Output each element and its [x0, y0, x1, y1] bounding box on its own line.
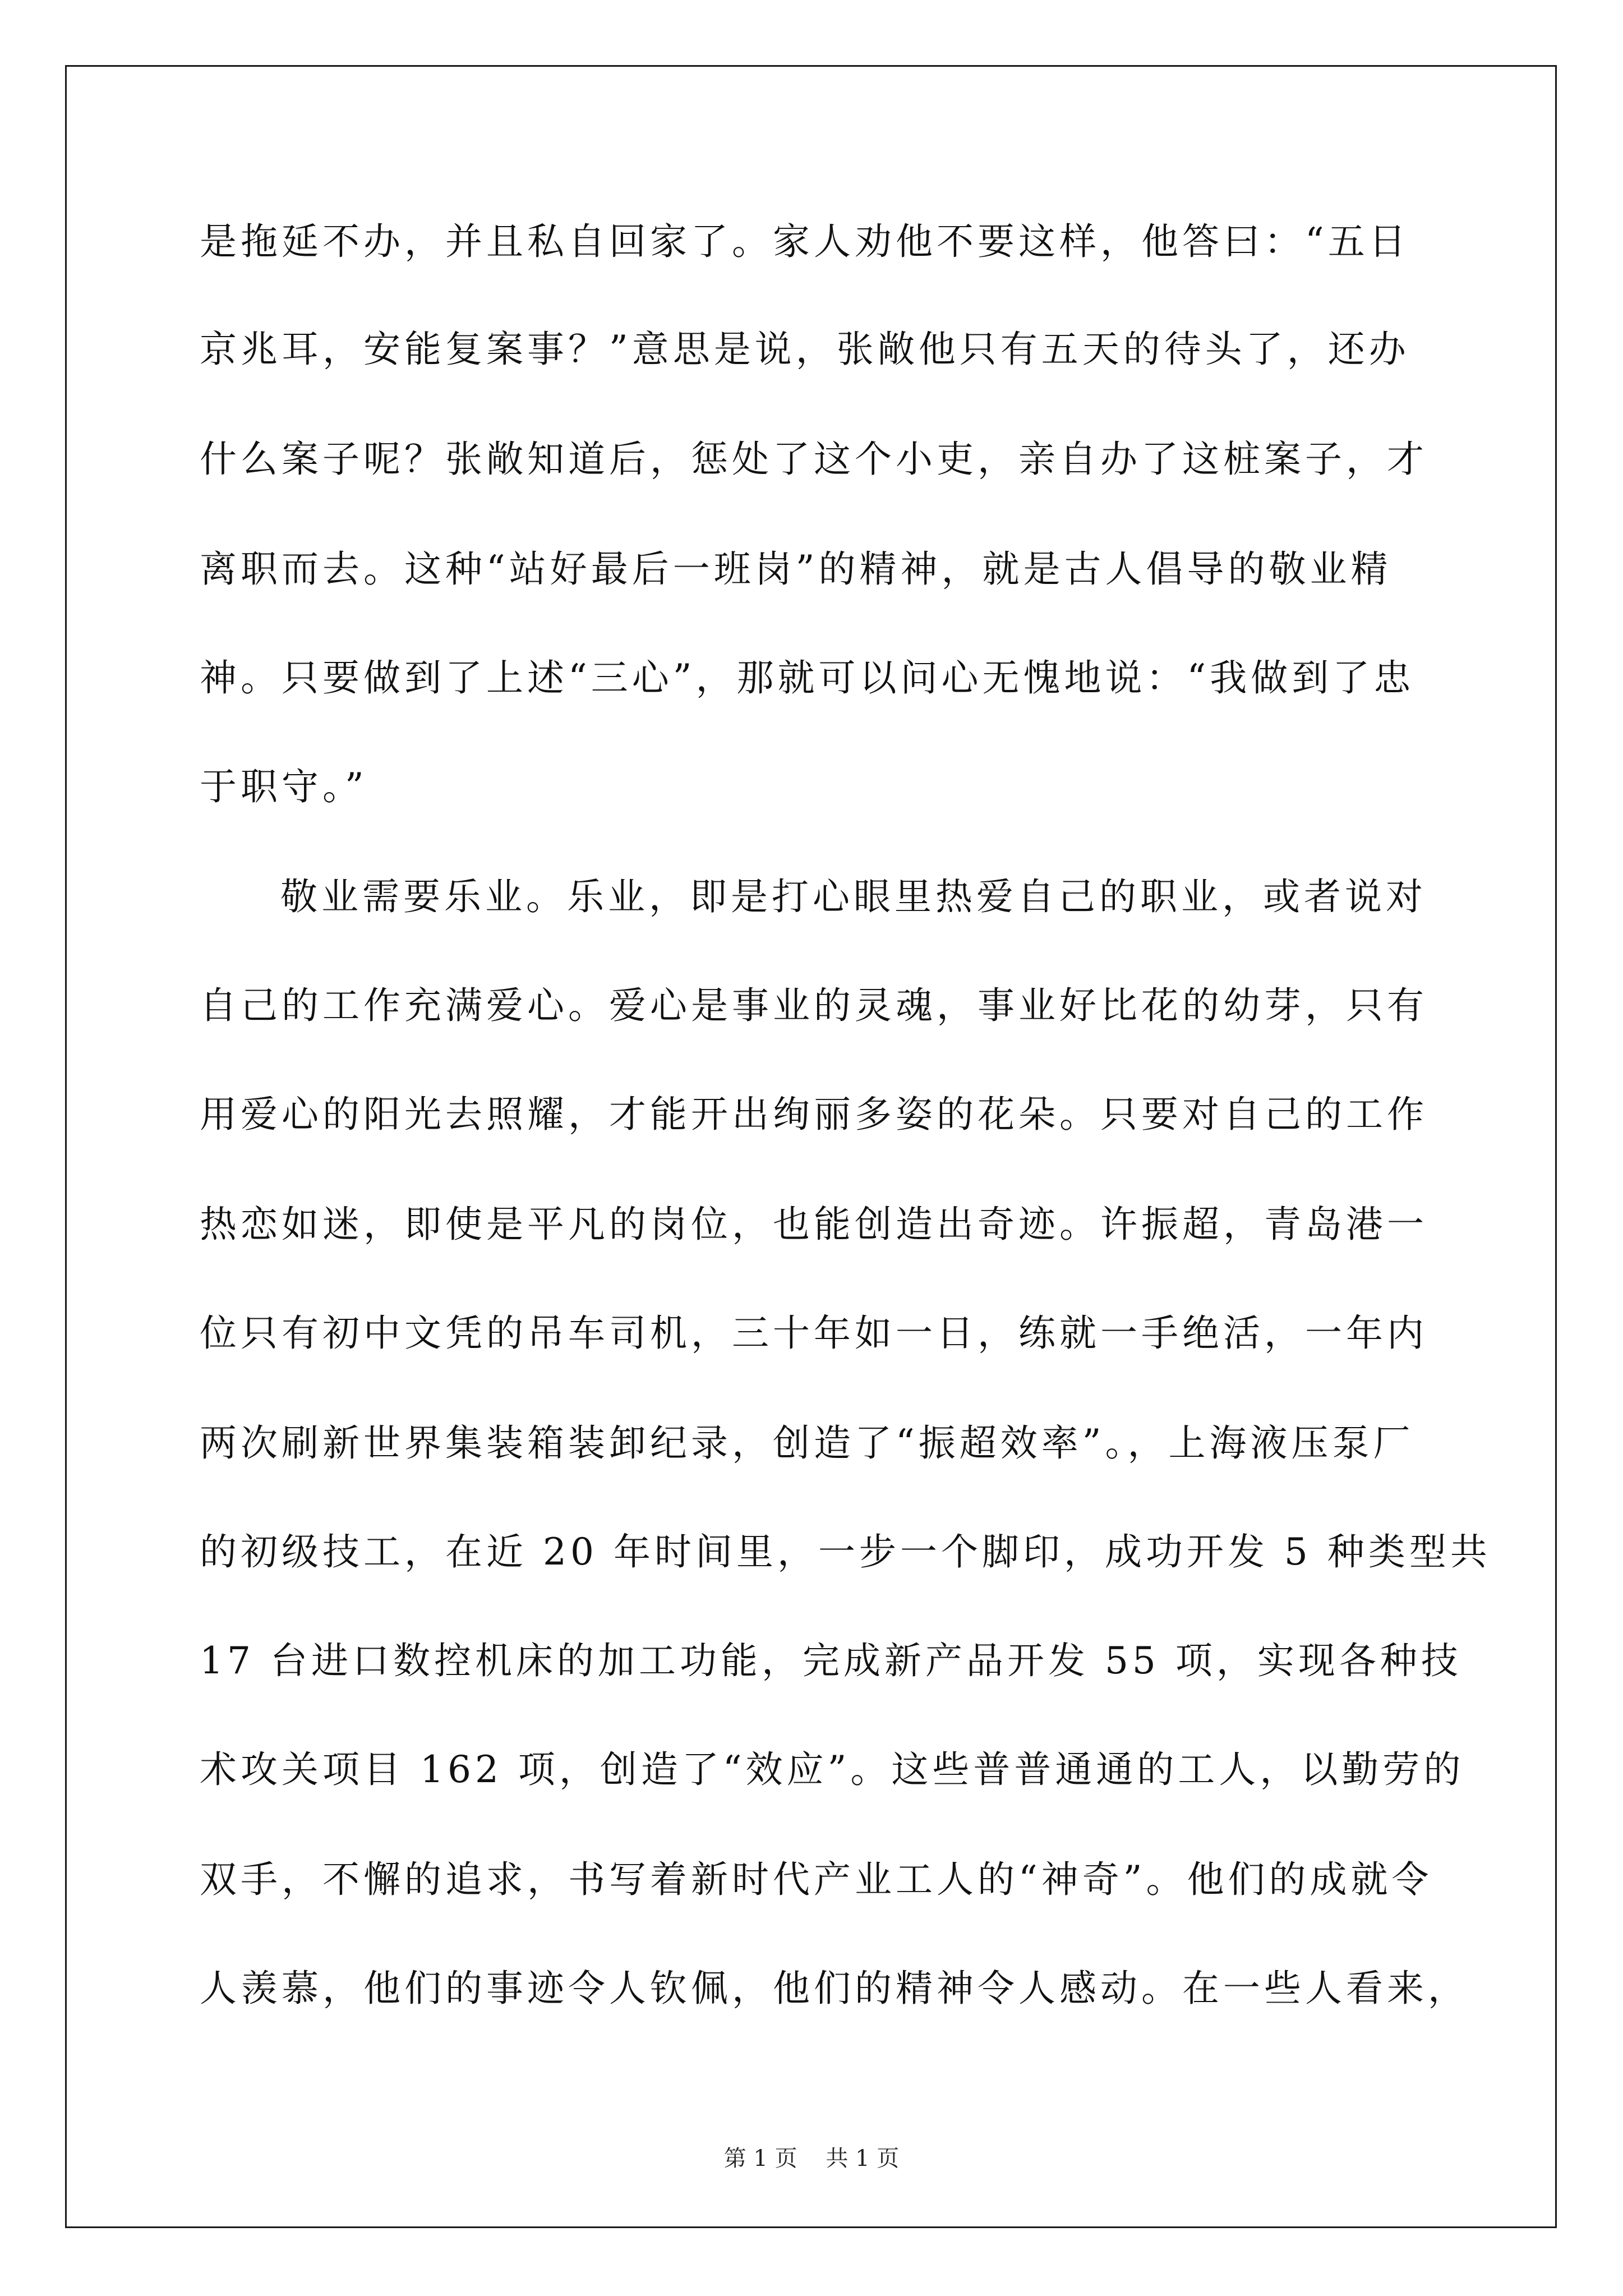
paragraph-line: 自己的工作充满爱心。爱心是事业的灵魂，事业好比花的幼芽，只有 [200, 984, 1428, 1027]
paragraph-line: 离职而去。这种“站好最后一班岗”的精神，就是古人倡导的敬业精 [200, 547, 1392, 591]
paragraph-line: 用爱心的阳光去照耀，才能开出绚丽多姿的花朵。只要对自己的工作 [200, 1093, 1428, 1136]
page-number-footer: 第 1 页 共 1 页 [723, 2146, 900, 2171]
paragraph-line: 17 台进口数控机床的加工功能，完成新产品开发 55 项，实现各种技 [200, 1639, 1462, 1682]
paragraph-line: 什么案子呢？张敞知道后，惩处了这个小吏，亲自办了这桩案子，才 [200, 438, 1428, 481]
paragraph-line: 神。只要做到了上述“三心”，那就可以问心无愧地说：“我做到了忠 [200, 656, 1415, 700]
paragraph-line: 热恋如迷，即使是平凡的岗位，也能创造出奇迹。许振超，青岛港一 [200, 1203, 1428, 1246]
paragraph-line: 人羡慕，他们的事迹令人钦佩，他们的精神令人感动。在一些人看来， [200, 1967, 1469, 2010]
paragraph-first-line: 敬业需要乐业。乐业，即是打心眼里热爱自己的职业，或者说对 [280, 875, 1427, 918]
paragraph-line: 于职守。” [200, 765, 368, 808]
paragraph-line: 术攻关项目 162 项，创造了“效应”。这些普普通通的工人，以勤劳的 [200, 1748, 1465, 1791]
paragraph-line: 两次刷新世界集装箱装卸纪录，创造了“振超效率”。，上海液压泵厂 [200, 1421, 1414, 1465]
paragraph-line: 京兆耳，安能复案事？”意思是说，张敞他只有五天的待头了，还办 [200, 328, 1410, 371]
paragraph-line: 的初级技工，在近 20 年时间里，一步一个脚印，成功开发 5 种类型共 [200, 1530, 1491, 1573]
page-border [65, 65, 1557, 2228]
paragraph-line: 是拖延不办，并且私自回家了。家人劝他不要这样，他答曰：“五日 [200, 220, 1410, 263]
paragraph-line: 双手，不懈的追求，书写着新时代产业工人的“神奇”。他们的成就令 [200, 1858, 1433, 1901]
paragraph-line: 位只有初中文凭的吊车司机，三十年如一日，练就一手绝活，一年内 [200, 1312, 1428, 1355]
